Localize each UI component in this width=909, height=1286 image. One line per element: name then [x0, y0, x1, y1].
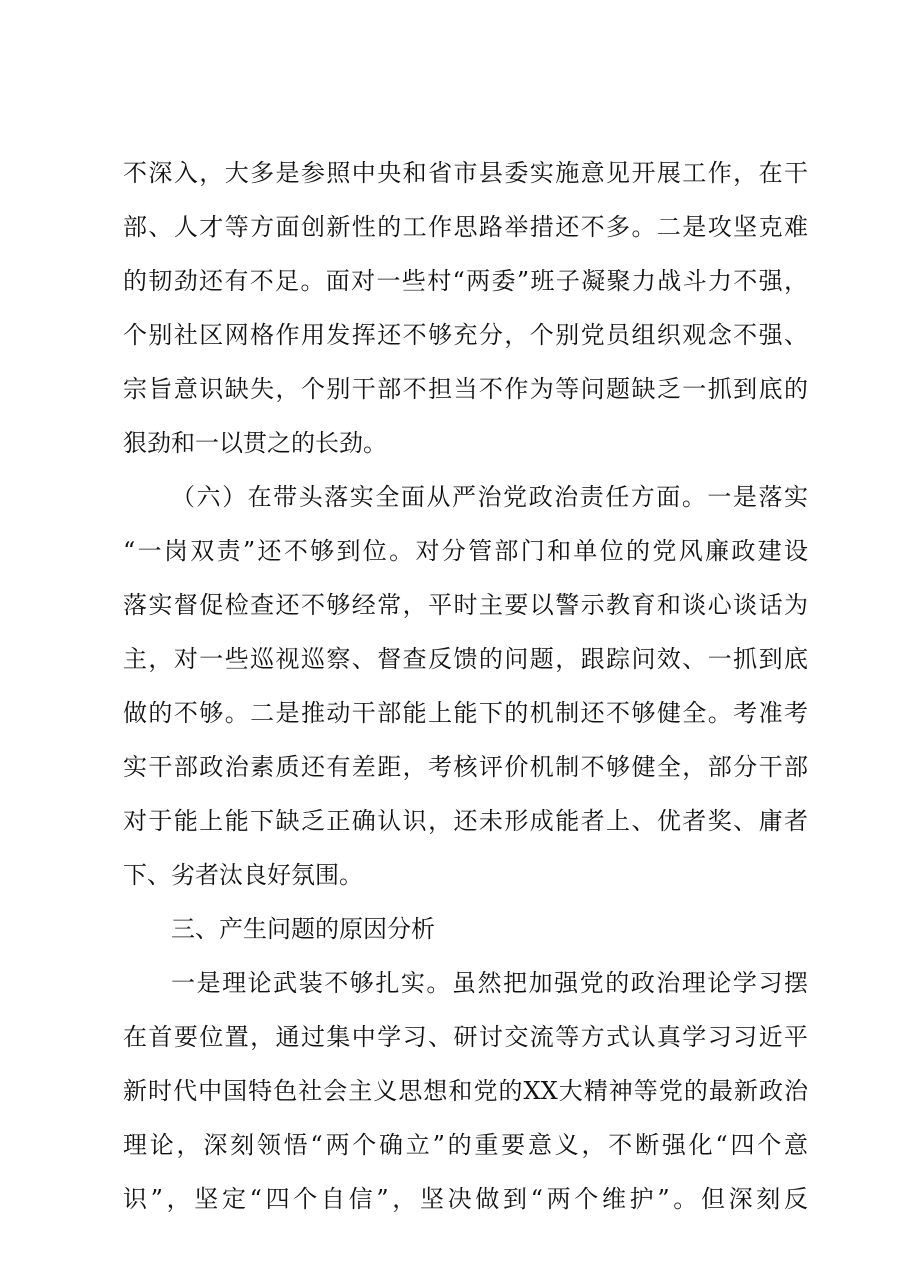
text-line-9: 落实督促检查还不够经常，平时主要以警示教育和谈心谈话为: [123, 591, 808, 619]
text-line-5: 宗旨意识缺失，个别干部不担当不作为等问题缺乏一抓到底的: [123, 375, 808, 403]
text-line-14: 下、劣者汰良好氛围。: [123, 861, 363, 889]
text-line-8: “一岗双责”还不够到位。对分管部门和单位的党风廉政建设: [123, 537, 808, 565]
section-six-heading-line: （六）在带头落实全面从严治党政治责任方面。一是落实: [171, 483, 808, 511]
text-line-1: 不深入，大多是参照中央和省市县委实施意见开展工作，在干: [123, 159, 808, 187]
text-line-18: 新时代中国特色社会主义思想和党的XX大精神等党的最新政治: [123, 1077, 808, 1105]
text-line-11: 做的不够。二是推动干部能上能下的机制还不够健全。考准考: [123, 699, 808, 727]
text-line-12: 实干部政治素质还有差距，考核评价机制不够健全，部分干部: [123, 753, 808, 781]
text-line-2: 部、人才等方面创新性的工作思路举措还不多。二是攻坚克难: [123, 213, 808, 241]
text-line-17: 在首要位置，通过集中学习、研讨交流等方式认真学习习近平: [123, 1023, 808, 1051]
text-line-19: 理论，深刻领悟“两个确立”的重要意义，不断强化“四个意: [123, 1131, 808, 1159]
section-three-heading: 三、产生问题的原因分析: [171, 915, 435, 943]
text-line-13: 对于能上能下缺乏正确认识，还未形成能者上、优者奖、庸者: [123, 807, 808, 835]
reason-one-line: 一是理论武装不够扎实。虽然把加强党的政治理论学习摆: [171, 969, 808, 997]
text-line-10: 主，对一些巡视巡察、督查反馈的问题，跟踪问效、一抓到底: [123, 645, 808, 673]
text-line-4: 个别社区网格作用发挥还不够充分，个别党员组织观念不强、: [123, 321, 808, 349]
text-line-20: 识”，坚定“四个自信”，坚决做到“两个维护”。但深刻反: [123, 1185, 808, 1213]
text-line-6: 狠劲和一以贯之的长劲。: [123, 429, 387, 457]
text-line-3: 的韧劲还有不足。面对一些村“两委”班子凝聚力战斗力不强，: [123, 267, 808, 295]
